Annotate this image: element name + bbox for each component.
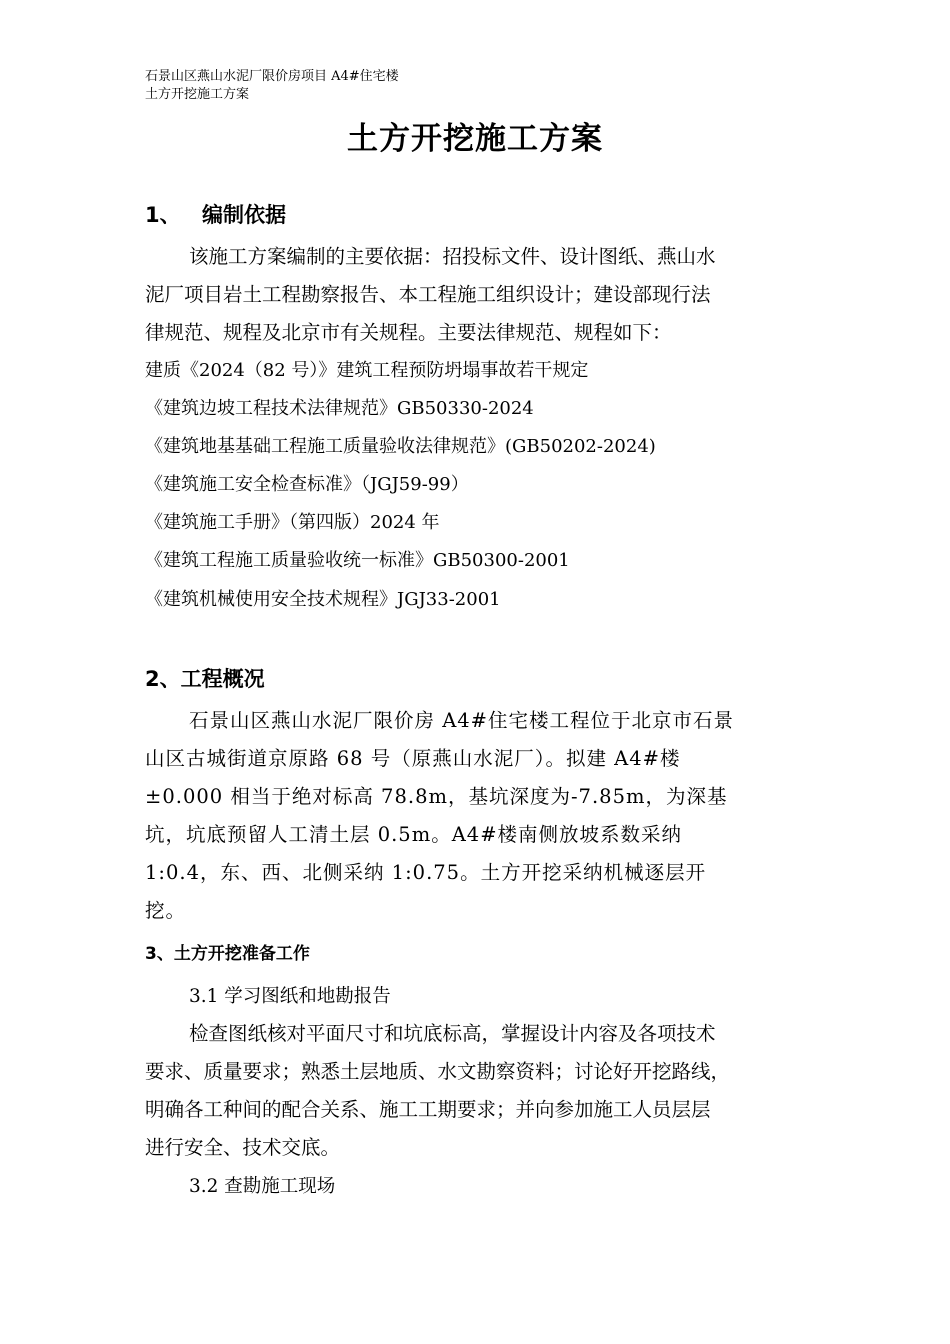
- reference-item: 《建筑机械使用安全技术规程》JGJ33-2001: [145, 589, 501, 610]
- paragraph-line: 坑，坑底预留人工清土层 0.5m。A4#楼南侧放坡系数采纳: [145, 823, 683, 846]
- reference-item: 《建筑施工安全检查标准》（JGJ59-99）: [145, 474, 469, 495]
- paragraph-line: 律规范、规程及北京市有关规程。主要法律规范、规程如下：: [145, 321, 672, 344]
- section-2-paragraph: [145, 702, 813, 930]
- paragraph-line: ±0.000 相当于绝对标高 78.8m，基坑深度为-7.85m，为深基: [145, 785, 728, 808]
- section-1-number: 1、: [145, 203, 181, 227]
- paragraph-line: 进行安全、技术交底。: [145, 1136, 341, 1159]
- paragraph-line: 石景山区燕山水泥厂限价房 A4#住宅楼工程位于北京市石景: [189, 709, 735, 732]
- section-1-paragraph: [145, 238, 813, 352]
- running-header-project: 石景山区燕山水泥厂限价房项目 A4#住宅楼: [145, 69, 399, 84]
- paragraph-line: 检查图纸核对平面尺寸和坑底标高，掌握设计内容及各项技术: [189, 1022, 716, 1045]
- reference-item: 《建筑施工手册》（第四版）2024 年: [145, 512, 440, 533]
- paragraph-line: 要求、质量要求；熟悉土层地质、水文勘察资料；讨论好开挖路线，: [145, 1060, 731, 1083]
- section-2-heading: 2、工程概况: [145, 667, 265, 691]
- section-3-paragraph: [145, 1015, 813, 1167]
- reference-item: 《建筑地基基础工程施工质量验收法律规范》(GB50202-2024): [145, 436, 656, 457]
- document-title: 土方开挖施工方案: [347, 121, 603, 157]
- paragraph-line: 挖。: [145, 899, 187, 922]
- paragraph-line: 该施工方案编制的主要依据：招投标文件、设计图纸、燕山水: [189, 245, 716, 268]
- paragraph-line: 泥厂项目岩土工程勘察报告、本工程施工组织设计；建设部现行法: [145, 283, 711, 306]
- section-1-title: 编制依据: [202, 203, 286, 227]
- reference-item: 《建筑边坡工程技术法律规范》GB50330-2024: [145, 398, 534, 419]
- section-1-heading: [145, 200, 286, 230]
- paragraph-line: 1:0.4，东、西、北侧采纳 1:0.75。土方开挖采纳机械逐层开: [145, 861, 707, 884]
- subsection-3-2-heading: 3.2 查勘施工现场: [189, 1176, 336, 1197]
- paragraph-line: 明确各工种间的配合关系、施工工期要求；并向参加施工人员层层: [145, 1098, 711, 1121]
- paragraph-line: 山区古城街道京原路 68 号（原燕山水泥厂）。拟建 A4#楼: [145, 747, 681, 770]
- section-3-heading: 3、土方开挖准备工作: [145, 944, 310, 964]
- running-header-doc: 土方开挖施工方案: [145, 87, 250, 102]
- subsection-3-1-heading: 3.1 学习图纸和地勘报告: [189, 986, 391, 1007]
- reference-item: 《建筑工程施工质量验收统一标准》GB50300-2001: [145, 550, 570, 571]
- reference-item: 建质《2024（82 号）》建筑工程预防坍塌事故若干规定: [145, 360, 589, 381]
